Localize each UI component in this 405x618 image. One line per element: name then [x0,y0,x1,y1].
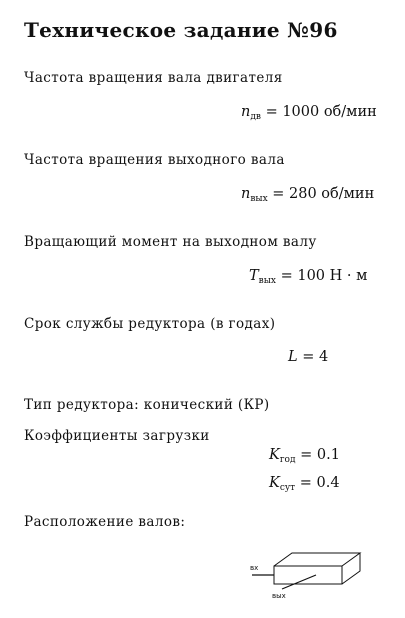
service-life-formula: L = 4 [288,349,329,365]
reducer-box-top [274,553,360,566]
output-torque-formula: $T_{вых} = 100$ Н · м [249,268,368,286]
motor-speed-formula: $n_{дв} = 1000$ об/мин [241,104,377,122]
service-life-label: Срок службы редуктора (в годах) [24,316,276,332]
shafts-label: Расположение валов: [24,514,186,530]
k-day-formula: $K_{сут} = 0.4$ [269,475,340,493]
output-shaft [282,575,316,589]
output-speed-label: Частота вращения выходного вала [24,152,285,168]
load-coefficients-label: Коэффициенты загрузки [24,428,210,444]
output-shaft-label: вых [272,592,286,600]
output-speed-formula: $n_{вых} = 280$ об/мин [241,186,375,204]
reducer-box-front [274,566,342,584]
input-shaft-label: вх [250,564,259,572]
reducer-box-side [342,553,360,584]
page-title: Техническое задание №96 [24,18,338,42]
motor-speed-label: Частота вращения вала двигателя [24,70,283,86]
output-torque-label: Вращающий момент на выходном валу [24,234,317,250]
shaft-layout-diagram [244,548,374,604]
reducer-type: Тип редуктора: конический (КР) [24,397,270,413]
k-year-formula: $K_{год} = 0.1$ [269,447,340,465]
